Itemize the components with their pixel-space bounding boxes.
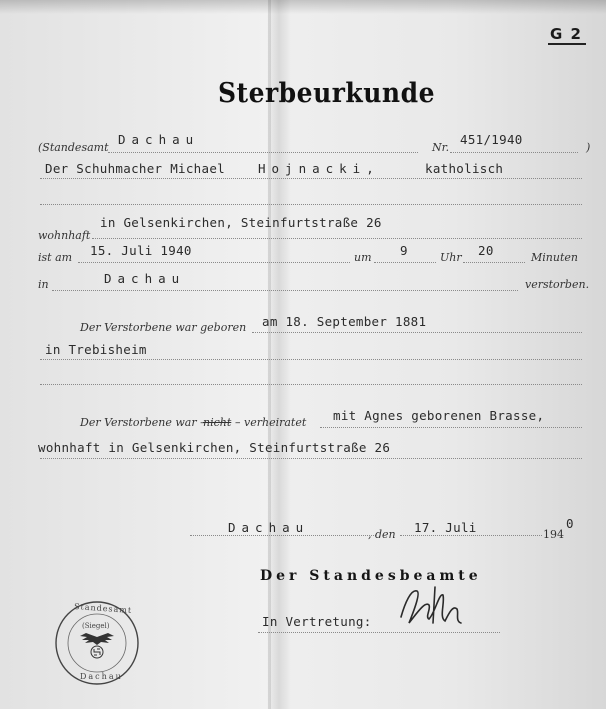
eagle-icon [80,633,114,658]
birth-place: in Trebisheim [45,342,147,357]
wohnhaft-line [92,238,582,239]
paper-shadow [0,0,606,14]
in-label: in [38,278,49,291]
birth-place-line [40,359,582,360]
residence-value: in Gelsenkirchen, Steinfurtstraße 26 [100,215,382,230]
document-code-underline [548,43,586,45]
standesamt-label: (Standesamt [38,141,109,154]
birth-date: am 18. September 1881 [262,314,427,329]
marital-label-a: Der Verstorbene war – [80,416,206,429]
verstorben-label: verstorben. [525,278,590,291]
spouse-residence: wohnhaft in Gelsenkirchen, Steinfurtstraße 26 [38,440,391,455]
um-label: um [354,251,372,264]
standesamt-close: ) [586,141,591,154]
issue-year-prefix: 194 [543,528,564,541]
issue-year-digit: 0 [566,516,574,531]
wohnhaft-label: wohnhaft [38,229,91,242]
deceased-surname: Hojnacki, [258,161,380,176]
nr-line [450,152,578,153]
death-place-line [52,290,518,291]
death-date-label: ist am [38,251,73,264]
spouse-name: mit Agnes geborenen Brasse, [333,408,545,423]
issue-date-line [400,535,542,536]
hour-line [374,262,436,263]
registry-number: 451/1940 [460,132,523,147]
standesamt-value: Dachau [118,132,200,147]
official-seal [54,600,140,686]
standesamt-line [108,152,418,153]
uhr-label: Uhr [440,251,462,264]
signature-scribble [395,583,480,631]
seal-bottom-text: Dachau [80,672,123,681]
minuten-label: Minuten [531,251,578,264]
spouse-line [320,427,582,428]
death-hour: 9 [400,243,408,258]
signature-line [258,632,500,633]
spouse-residence-line [40,458,582,459]
birth-label: Der Verstorbene war geboren [80,321,247,334]
deceased-line [40,178,582,179]
document-code: G 2 [550,25,583,43]
seal-top-text: Standesamt [73,601,133,616]
certificate-title: Sterbeurkunde [218,76,435,109]
seal-middle-text: (Siegel) [82,622,110,630]
marital-label-b: – verheiratet [235,416,307,429]
den-label: , den [368,528,396,541]
blank-line-2 [40,384,582,385]
death-date-line [78,262,350,263]
deceased-religion: katholisch [425,161,504,176]
birth-date-line [252,332,582,333]
nr-label: Nr. [432,141,450,154]
deceased-intro: Der Schuhmacher Michael [45,161,225,176]
issue-place: Dachau [228,520,310,535]
deputy-label: In Vertretung: [262,614,372,629]
registrar-title: Der Standesbeamte [260,568,482,584]
death-date: 15. Juli 1940 [90,243,192,258]
blank-line-1 [40,204,582,205]
marital-struck-word: nicht [203,416,232,429]
death-place: Dachau [104,271,186,286]
death-minutes: 20 [478,243,494,258]
minute-line [463,262,525,263]
issue-place-line [190,535,376,536]
issue-date: 17. Juli [414,520,477,535]
